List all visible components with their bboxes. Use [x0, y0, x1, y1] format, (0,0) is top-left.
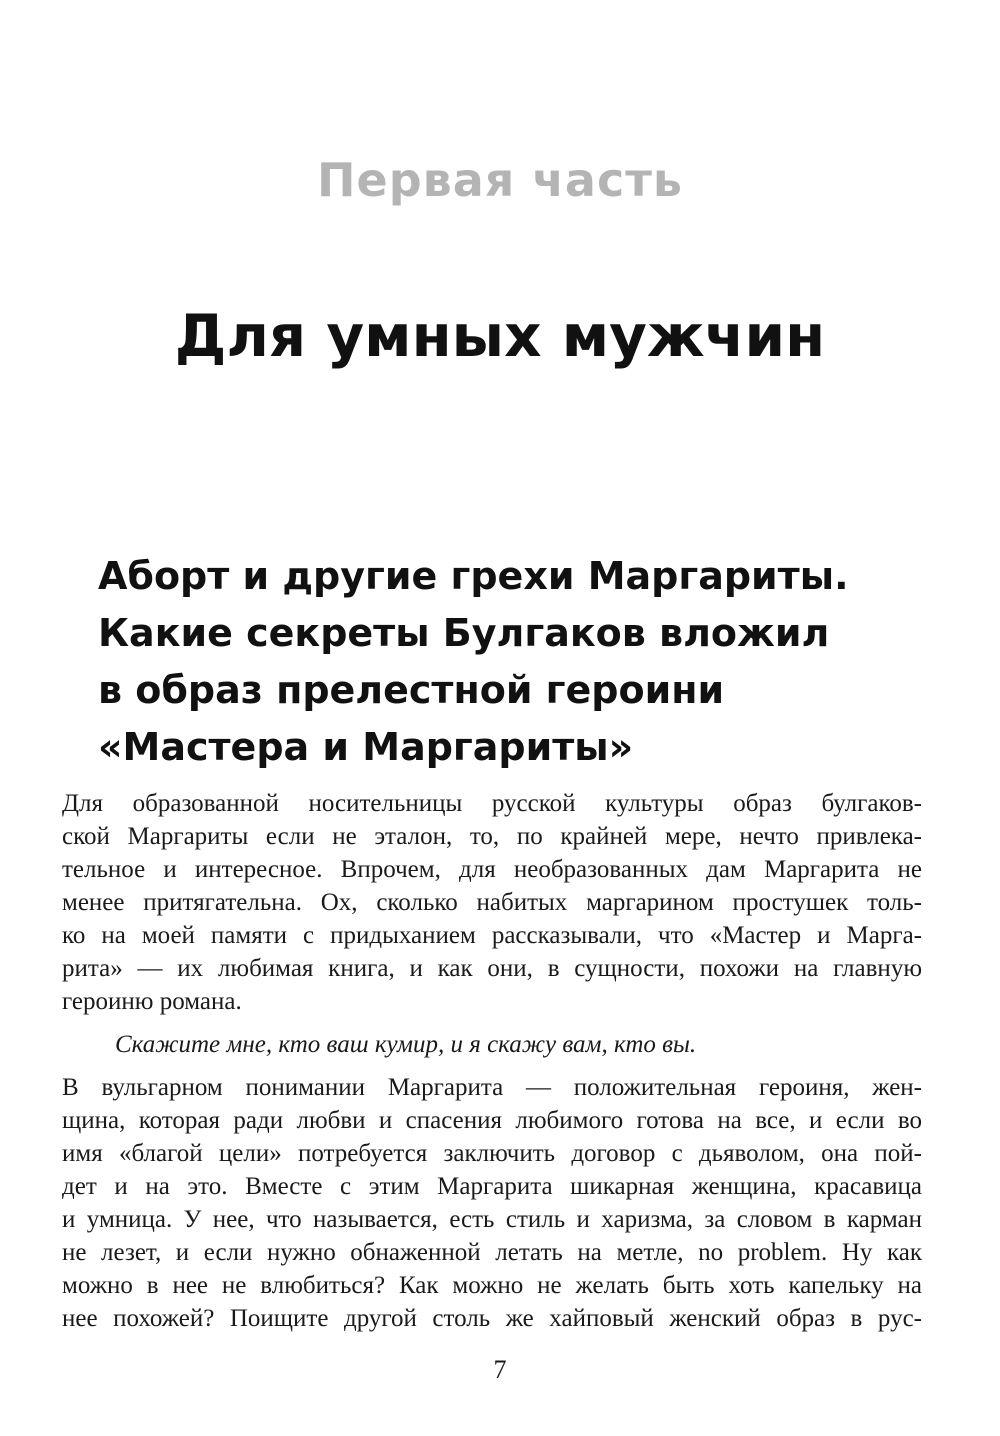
article-title-line: Аборт и другие грехи Маргариты.	[98, 554, 849, 598]
text-line: нее похожей? Поищите другой столь же хайповый женский образ в рус-	[62, 1305, 922, 1332]
paragraph-main	[62, 1071, 922, 1335]
text-line: героиню романа.	[62, 988, 242, 1015]
text-line: рита» — их любимая книга, и как они, в сущности, похожи на главную	[62, 955, 922, 982]
text-line: и умница. У нее, что называется, есть стиль и харизма, за словом в карман	[62, 1206, 922, 1233]
paragraph-intro	[62, 787, 922, 1018]
text-line: дет и на это. Вместе с этим Маргарита шикарная женщина, красавица	[62, 1173, 922, 1200]
part-label: Первая часть	[317, 153, 683, 207]
text-line: В вульгарном понимании Маргарита — положительная героиня, жен-	[62, 1074, 922, 1101]
text-line: Для образованной носительницы русской культуры образ булгаков-	[62, 790, 922, 817]
text-line: щина, которая ради любви и спасения любимого готова на все, и если во	[62, 1107, 922, 1134]
article-title-line: «Мастера и Маргариты»	[98, 725, 634, 769]
page-number: 7	[493, 1355, 507, 1384]
article-title-line: в образ прелестной героини	[98, 668, 725, 712]
text-line: тельное и интересное. Впрочем, для необразованных дам Маргарита не	[62, 856, 922, 883]
epigraph: Скажите мне, кто ваш кумир, и я скажу вам, кто вы.	[115, 1031, 697, 1058]
article-title	[98, 548, 918, 776]
text-line: можно в нее не влюбиться? Как можно не желать быть хоть капельку на	[62, 1272, 922, 1299]
text-line: не лезет, и если нужно обнаженной летать на метле, no problem. Ну как	[62, 1239, 922, 1266]
text-line: ской Маргариты если не эталон, то, по крайней мере, нечто привлека-	[62, 823, 922, 850]
article-title-line: Какие секреты Булгаков вложил	[98, 611, 830, 655]
text-line: менее притягательна. Ох, сколько набитых маргарином простушек толь-	[62, 889, 922, 916]
chapter-title: Для умных мужчин	[174, 302, 826, 370]
text-line: имя «благой цели» потребуется заключить договор с дьяволом, она пой-	[62, 1140, 922, 1167]
text-line: ко на моей памяти с придыханием рассказывали, что «Мастер и Марга-	[62, 922, 922, 949]
